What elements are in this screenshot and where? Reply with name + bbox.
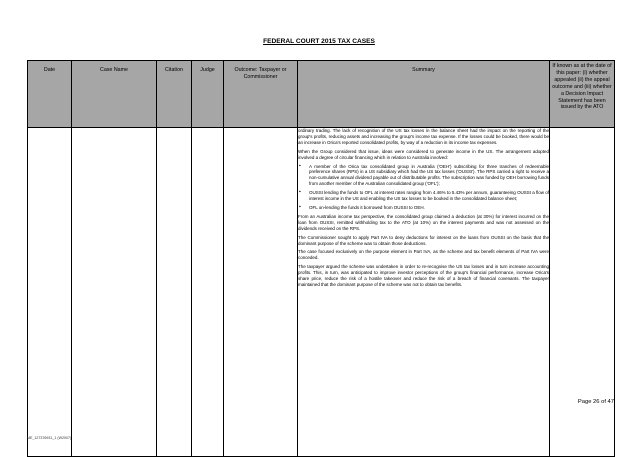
case-name-cell <box>72 128 157 457</box>
bullet-icon: ▪ <box>299 162 301 169</box>
header-outcome: Outcome: Taxpayer or Commissioner <box>224 61 298 128</box>
impact-cell <box>550 128 615 457</box>
table-row <box>28 128 615 457</box>
list-item-text: OFL on-lending the funds it borrowed from OUSSI to OEH. <box>309 204 425 210</box>
header-impact: If known as at the date of this paper: (i) whether appealed (ii) the appeal outcome and (iii) whether a Decision Impact Statement has been issued by the ATO <box>550 61 615 128</box>
list-item-text: OUSSI lending the funds to OFL at interest rates ranging from 4.46% to 5.43% per annum, guaranteeing OUSSI a flow of interest income in the US and enabling the US tax losses to be booked in the consolidated balance sheet; <box>309 190 549 202</box>
bullet-icon: ▪ <box>299 189 301 196</box>
summary-paragraph: The Commissioner sought to apply Part IVA to deny deductions for interest on the loans from OUSSI on the basis that the dominant purpose of the scheme was to obtain those deductions. <box>298 234 549 246</box>
list-item <box>298 190 549 202</box>
summary-bullet-list <box>298 164 549 211</box>
tax-cases-table <box>27 60 615 457</box>
date-cell <box>28 128 72 457</box>
header-case-name: Case Name <box>72 61 157 128</box>
list-item-text: A member of the Orica tax consolidated group in Australia ('OEH') subscribing for three tranches of redeemable preference shares (RPS) in a US subsidiary which had the US tax losses ('OUSSI'). The RPS carried a right to receive a non-cumulative annual dividend payable out of distributable profits. The subscription was funded by OEH borrowing funds from another member of the Australian consolidated group ('OFL'); <box>309 163 549 187</box>
header-row <box>28 61 615 128</box>
outcome-cell <box>224 128 298 457</box>
summary-paragraph: When the Group considered that issue, ideas were considered to generate income in the US. The arrangement adopted involved a degree of circular financing which in relation to Australia involved: <box>298 148 549 160</box>
judge-cell <box>192 128 224 457</box>
header-date: Date <box>28 61 72 128</box>
list-item <box>298 205 549 211</box>
citation-cell <box>157 128 192 457</box>
header-judge: Judge <box>192 61 224 128</box>
page-number: Page 26 of 47 <box>577 399 614 405</box>
document-title: FEDERAL COURT 2015 TAX CASES <box>263 38 375 45</box>
summary-paragraph: The taxpayer argued the scheme was undertaken in order to re-recognise the US tax losses and in turn increase accounting profits. This, in turn, was anticipated to improve investor perceptions of the group's financial performance, increase Orica's share price, reduce the risk of a hostile takeover and reduce the risk of a breach of financial covenants. The taxpayer maintained that the dominant purpose of the scheme was not to obtain tax benefits. <box>298 264 549 287</box>
summary-paragraph: ordinary trading. The lack of recognition of the US tax losses in the balance sheet had the impact on the reporting of the group's profits, reducing assets and increasing the group's income tax expense. If the losses could be booked, there would be an increase in Orica's reported consolidated profits, by way of a reduction in its income tax expenses. <box>298 128 549 145</box>
list-item <box>298 164 549 188</box>
header-citation: Citation <box>157 61 192 128</box>
summary-paragraph: The case focused exclusively on the purpose element in Part IVA, as the scheme and tax benefit elements of Part IVA were conceded. <box>298 249 549 261</box>
summary-cell <box>298 128 550 457</box>
header-summary: Summary <box>298 61 550 128</box>
summary-paragraph: From an Australian income tax perspective, the consolidated group claimed a deduction (at 30%) for interest incurred on the loan from OUSSI, remitted withholding tax to the ATO (at 10%) on the interest payments and was not assessed on the dividends received on the RPS. <box>298 213 549 231</box>
footer-reference: ME_127376931_1 (W2007) <box>27 436 72 440</box>
bullet-icon: ▪ <box>299 203 301 210</box>
